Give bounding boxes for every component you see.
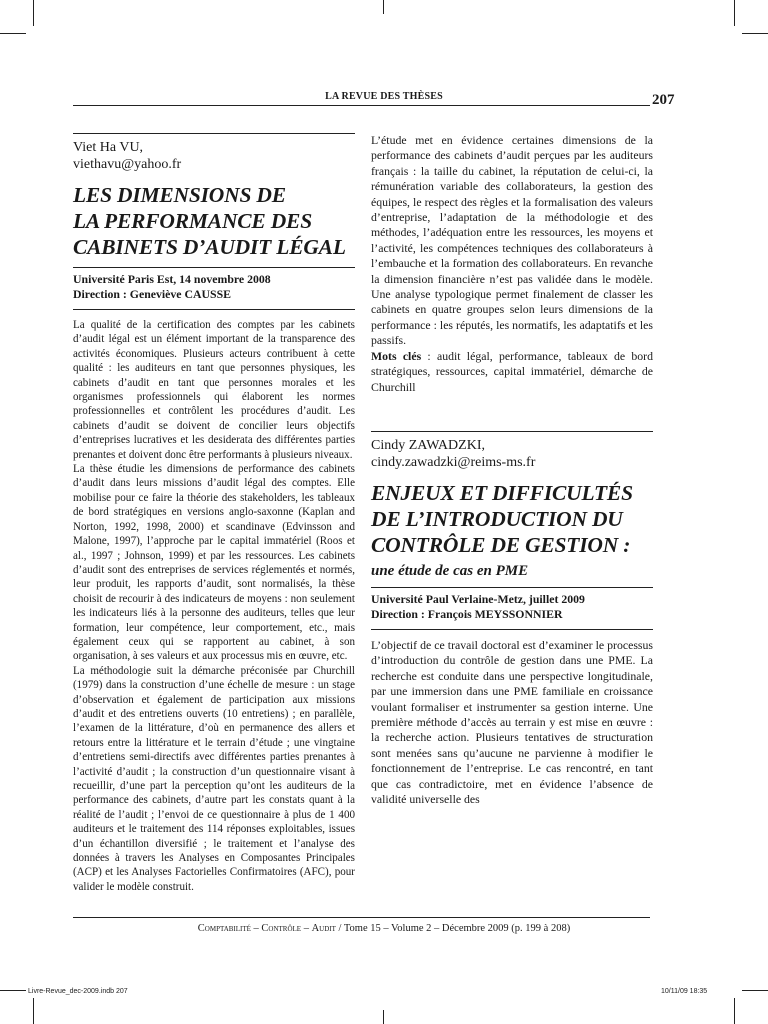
crop-mark [33,0,34,26]
crop-mark [734,998,735,1024]
thesis-title [73,182,355,260]
author-name: Cindy ZAWADZKI, [371,437,485,453]
left-column [73,133,355,894]
journal-name-a: Comptabilité [197,923,251,934]
title-line: LA PERFORMANCE DES [73,209,312,233]
issue-details: / Tome 15 – Volume 2 – Décembre 2009 (p. 199 à 208) [335,923,571,934]
header-rule [73,105,650,106]
journal-footer: Comptabilité – Contrôle – Audit / Tome 15 – Volume 2 – Décembre 2009 (p. 199 à 208) [197,923,571,934]
print-slug-file: Livre-Revue_dec-2009.indb 207 [28,988,128,995]
author-email: viethavu@yahoo.fr [73,157,182,172]
abstract-body [73,318,355,894]
crop-mark [383,0,384,14]
section-rule [371,431,653,432]
university: Université Paris Est, 14 novembre 2008 [73,272,271,286]
journal-name-b: Contrôle [261,923,302,934]
section-rule [73,309,355,310]
journal-name-c: Audit [311,923,336,934]
paragraph: La thèse étudie les dimensions de performance des cabinets d’audit dans leurs missions d’audit légal des comptes. Elle mobilise pour ce faire la théorie des stakeholders, les tableaux de bord stratégiques en versions anglo-saxonne (Kaplan and Norton, 1992, 1998, 2000) et scandinave (Edvinsson and Malone, 1997), l’approche par le capital immatériel (Roos et al., 1997 ; Johnson, 1999) et par les ressources. Les cabinets d’audit sont des entreprises de services réglementés et normés, leur produit, les rapports d’audit, sont normalisés, la thèse choisit de recourir à des indicateurs de moyens : non seulement les indicateurs liés à la personne des auditeurs, telles que leur formation, leur compétence, leur comportement, etc., mais également ceux qui se rapportent au cabinet, à son organisation, à ses valeurs et aux processus mis en œuvre, etc. [73,463,355,663]
abstract-continuation [371,133,653,395]
crop-mark [734,0,735,26]
paragraph: L’étude met en évidence certaines dimensions de la performance des cabinets d’audit perçues par les auditeurs français : la taille du cabinet, la réputation de celui-ci, la rémunération variable des collaborateurs, la gestion des équipes, le respect des règles et la formalisation des valeurs d’entreprise, l’adaptation de la méthodologie et des méthodes, l’adéquation entre les ressources, les moyens et l’activité, les compétences techniques des collaborateurs à l’embauche et la formation des collaborateurs. En revanche la dimension financière n’est pas validée dans le modèle. Une analyse typologique permet finalement de classer les cabinets en quatre groupes selon leurs dimensions de la performance : les réputés, les normatifs, les adaptatifs et les passifs. [371,133,653,348]
paragraph: La qualité de la certification des comptes par les cabinets d’audit légal est un élément important de la transparence des activités économiques. Plusieurs acteurs contribuent à cette qualité : les auditeurs en tant que personnes physiques, les cabinets d’audit en tant que personnes morales et les organismes professionnels qui élaborent les normes professionnelles et contrôlent les procédures d’audit. Les cabinets d’audit se doivent de concilier leurs objectifs d’entreprises lucratives et les desiderata des différentes parties prenantes et doivent donc être performants à plusieurs niveaux. [73,319,355,461]
thesis-meta [371,592,653,622]
crop-mark [383,1010,384,1024]
print-slug-date: 10/11/09 18:35 [661,988,708,995]
crop-mark [742,33,768,34]
direction: Direction : François MEYSSONNIER [371,606,563,621]
keywords [371,349,653,395]
crop-mark [0,33,26,34]
direction: Direction : Geneviève CAUSSE [73,287,232,301]
title-line: CABINETS D’AUDIT LÉGAL [73,235,346,259]
title-line: DE L’INTRODUCTION DU [371,506,623,531]
thesis-title [371,480,653,558]
thesis-subtitle: une étude de cas en PME [371,562,529,579]
paragraph: La méthodologie suit la démarche préconisée par Churchill (1979) dans la construction d’une échelle de mesure : un stage d’observation et également de participation aux missions d’audit et des entretiens ouverts (10 entretiens) ; en parallèle, l’examen de la littérature, d’où en permanence des allers et retours entre la littérature et le terrain d’étude ; une vingtaine d’entretiens semi-directifs avec différentes parties prenantes à l’activité d’audit ; la construction d’un questionnaire visant à recueillir, d’une part la perception qu’ont les auditeurs de la performance des cabinets, d’autre part les constats quant à la réalité de l’audit ; l’envoi de ce questionnaire à plus de 1 400 auditeurs et le traitement des 114 réponses exploitables, issues d’un échantillon diversifié ; le traitement et l’analyse des données à travers les Analyses en Composantes Principales (ACP) et les Analyses Factorielles Confirmatoires (AFC), pour valider le modèle construit. [73,664,355,893]
paragraph: L’objectif de ce travail doctoral est d’examiner le processus d’introduction du contrôle de gestion dans une PME. La recherche est conduite dans une perspective longitudinale, par une immersion dans une PME familiale en croissance voulant formaliser et instrumenter sa gestion interne. Une première méthode d’accès au terrain y est mise en œuvre : la recherche action. Plusieurs tentatives de structuration sont menées sans qu’aucune ne parvienne à modifier le fonctionnement de l’entreprise. Le cas rencontré, en tant que cas contradictoire, met en évidence l’absence de validité universelle des [371,637,653,806]
running-header: LA REVUE DES THÈSES [325,91,443,102]
title-line: LES DIMENSIONS DE [73,183,286,207]
author-name: Viet Ha VU, [73,140,144,155]
title-line: ENJEUX ET DIFFICULTÉS [371,480,633,505]
section-rule [73,267,355,268]
thesis-meta [73,272,355,302]
keywords-text: : audit légal, performance, tableaux de bord stratégiques, ressources, capital immatériel, démarche de Churchill [371,348,653,394]
university: Université Paul Verlaine-Metz, juillet 2009 [371,591,585,606]
page-number: 207 [652,92,675,108]
author-email: cindy.zawadzki@reims-ms.fr [371,454,536,470]
footer-rule [73,917,650,918]
crop-mark [33,998,34,1024]
crop-mark [0,990,26,991]
keywords-label: Mots clés [371,348,422,363]
right-column [371,133,653,807]
section-rule [371,629,653,630]
title-line: CONTRÔLE DE GESTION : [371,532,631,557]
section-rule [73,133,355,134]
abstract-body [371,638,653,807]
crop-mark [742,990,768,991]
section-rule [371,587,653,588]
